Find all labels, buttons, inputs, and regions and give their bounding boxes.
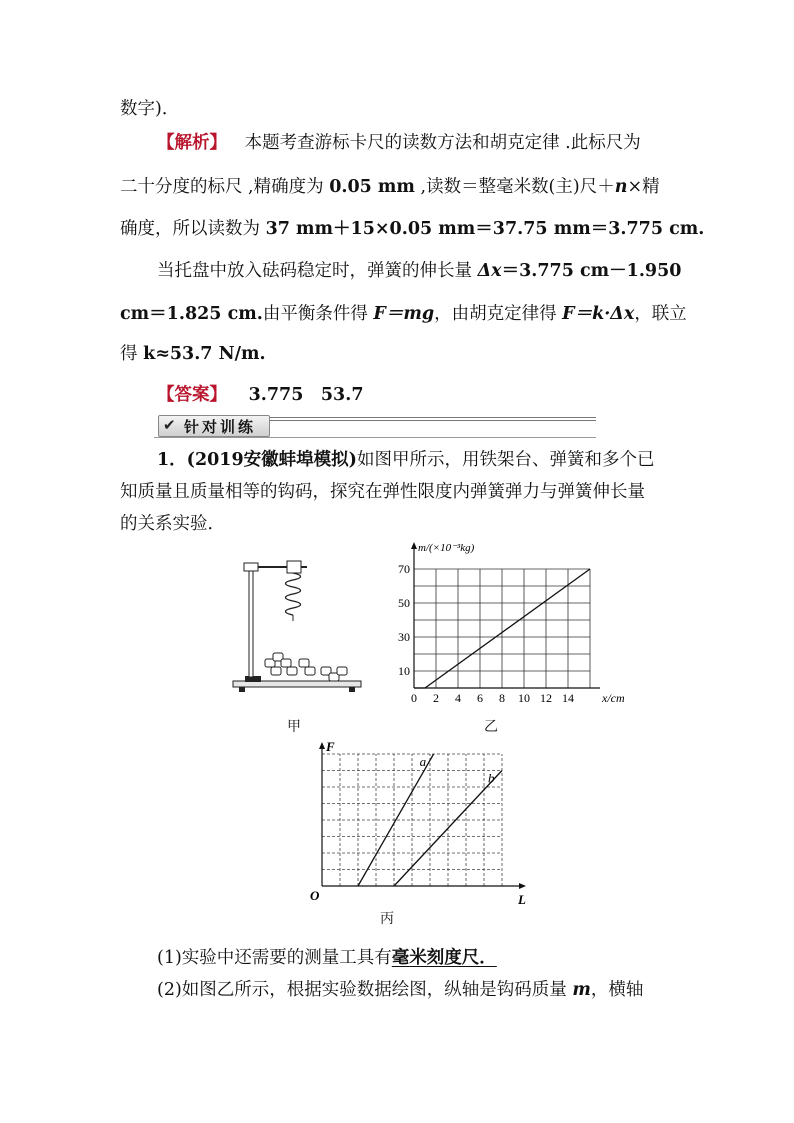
analysis-line-2	[120, 175, 660, 199]
sub-2-text-c: ，横轴	[590, 980, 644, 1000]
answer-line	[157, 383, 364, 407]
figure-bing-chart	[300, 738, 532, 908]
x-tick-label: 6	[477, 691, 483, 705]
var-n: n	[614, 177, 628, 197]
x-tick-label: 8	[499, 691, 505, 705]
y-tick-label: 30	[398, 630, 410, 644]
analysis-tag: 【解析】	[157, 133, 227, 153]
analysis-text-2e: ×精	[627, 177, 660, 197]
practice-banner	[154, 413, 444, 439]
series-label-b: b	[488, 770, 495, 786]
banner-underline	[154, 437, 596, 438]
question-source: 1．(2019安徽蚌埠模拟)	[157, 450, 357, 470]
question-line-3	[120, 512, 225, 536]
extension-result: cm＝1.825 cm.	[120, 304, 263, 324]
analysis-text-5d: ，由胡克定律得	[434, 304, 563, 324]
question-text-3: 的关系实验．	[120, 514, 225, 534]
x-axis-arrow	[519, 883, 526, 889]
analysis-line-4	[157, 259, 681, 283]
x-tick-label: 12	[540, 691, 552, 705]
answer-text: 3.775 53.7	[248, 385, 364, 405]
y-axis-label: m/(×10⁻³kg)	[418, 542, 475, 554]
var-delta-x: Δx	[477, 261, 502, 281]
figure-bing-caption: 丙	[380, 911, 394, 927]
equation-hooke: F＝k·Δx	[562, 304, 635, 324]
x-axis-label: L	[518, 892, 526, 907]
figure-yi-chart	[382, 538, 625, 705]
question-line-2	[120, 480, 645, 504]
sub-1-answer: 毫米刻度尺．	[391, 948, 497, 968]
checkmark-icon: ✔	[163, 416, 176, 434]
series-label-a: a	[419, 754, 427, 769]
x-axis-label: x/cm	[602, 691, 625, 705]
analysis-line-5	[120, 302, 687, 326]
analysis-text-1: 本题考查游标卡尺的读数方法和胡克定律 .此标尺为	[244, 133, 641, 153]
figure-jia-apparatus	[225, 555, 370, 695]
x-tick-label: 14	[562, 691, 574, 705]
y-tick-label: 70	[398, 562, 410, 576]
question-text-2: 知质量且质量相等的钩码，探究在弹性限度内弹簧弹力与弹簧伸长量	[120, 482, 645, 502]
equation-f-mg: F＝mg	[373, 304, 435, 324]
question-line-1	[157, 448, 654, 472]
banner-rule	[270, 417, 596, 418]
analysis-line-6	[120, 342, 266, 366]
y-axis-label: F	[326, 739, 335, 754]
x-tick-label: 10	[518, 691, 530, 705]
text-line-1	[120, 97, 179, 121]
var-m: m	[572, 980, 591, 1000]
analysis-text-4a: 当托盘中放入砝码稳定时，弹簧的伸长量	[157, 261, 478, 281]
analysis-text-6a: 得	[120, 344, 144, 364]
analysis-text-3a: 确度，所以读数为	[120, 219, 266, 239]
y-axis-arrow	[411, 542, 417, 549]
figure-jia-caption: 甲	[287, 719, 301, 735]
analysis-line-1	[157, 131, 641, 155]
y-tick-label: 50	[398, 596, 410, 610]
analysis-text-2c: ,读数＝整毫米数(主)尺＋	[414, 177, 615, 197]
question-sub-1	[157, 946, 497, 970]
sub-1-text: (1)实验中还需要的测量工具有	[157, 948, 392, 968]
analysis-text-2a: 二十分度的标尺 ,精确度为	[120, 177, 330, 197]
precision-value: 0.05 mm	[329, 177, 415, 197]
line-1-text: 数字)．	[120, 99, 180, 119]
banner-rule	[270, 420, 596, 421]
figure-yi-caption: 乙	[484, 719, 498, 735]
analysis-line-3	[120, 217, 704, 241]
spring-constant-result: k≈53.7 N/m.	[143, 344, 266, 364]
y-tick-label: 10	[398, 664, 410, 678]
x-tick-label: 2	[433, 691, 439, 705]
y-axis-arrow	[319, 742, 325, 749]
analysis-text-5b: 由平衡条件得	[262, 304, 374, 324]
origin-label: O	[310, 888, 320, 903]
x-tick-label: 0	[411, 691, 417, 705]
x-tick-label: 4	[455, 691, 461, 705]
extension-calc: ＝3.775 cm－1.950	[501, 261, 682, 281]
banner-label: 针对训练	[184, 418, 257, 436]
answer-tag: 【答案】	[157, 385, 227, 405]
sub-2-text-a: (2)如图乙所示，根据实验数据绘图，纵轴是钩码质量	[157, 980, 573, 1000]
reading-calc: 37 mm＋15×0.05 mm＝37.75 mm＝3.775 cm.	[265, 219, 705, 239]
analysis-text-5f: ，联立	[634, 304, 687, 324]
question-sub-2	[157, 978, 643, 1002]
question-text-1: 如图甲所示，用铁架台、弹簧和多个已	[356, 450, 655, 470]
